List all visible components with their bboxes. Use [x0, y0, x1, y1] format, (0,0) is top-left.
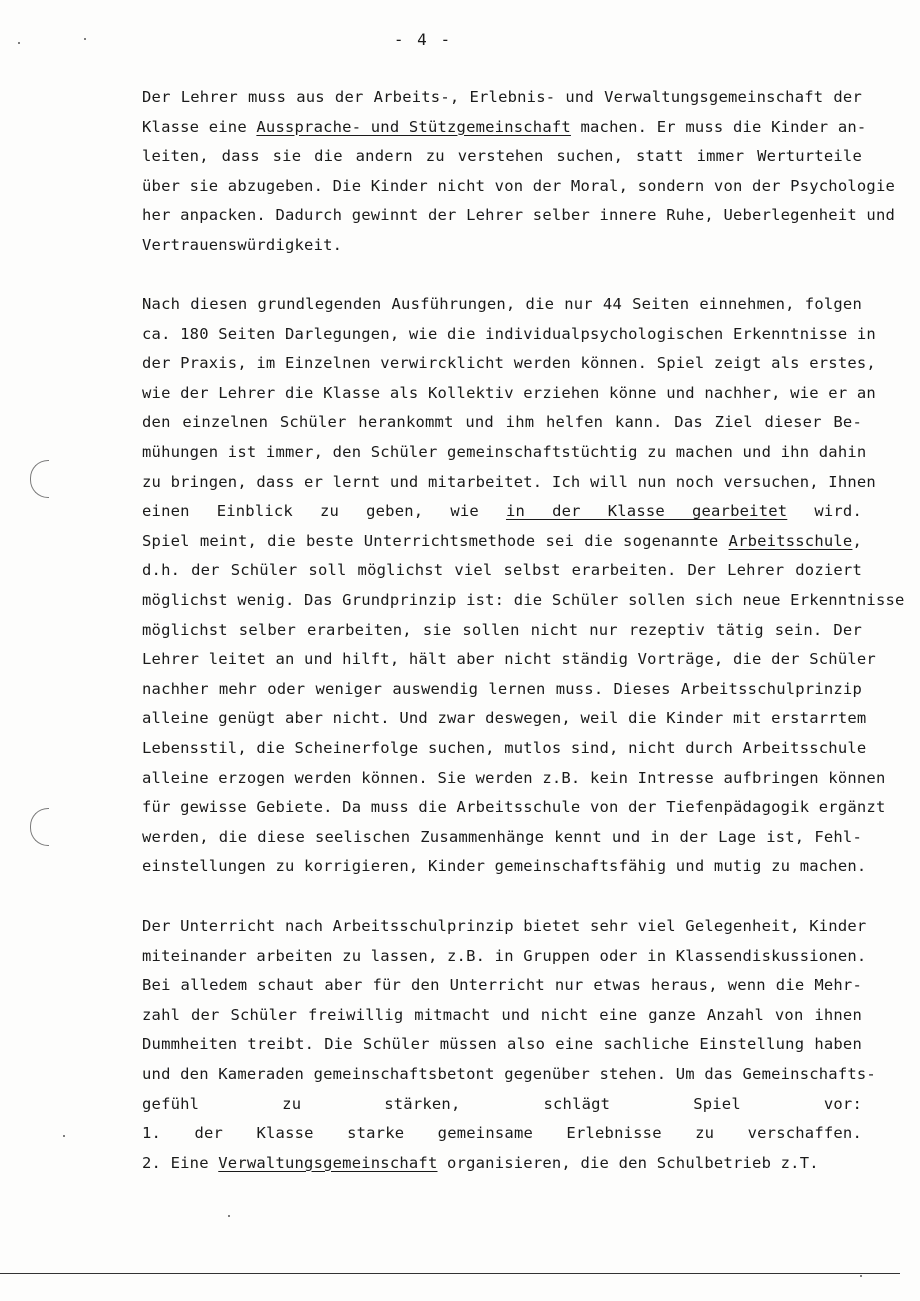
line-text: Der Unterricht nach Arbeitsschulprinzip bietet sehr viel Gelegenheit, Kinder: [142, 917, 867, 935]
line-text: leiten, dass sie die andern zu verstehen suchen, statt immer Werturteile: [142, 147, 862, 166]
text-line: [142, 586, 905, 616]
line-text: über sie abzugeben. Die Kinder nicht von der Moral, sondern von der Psychologie: [142, 176, 896, 195]
paragraph-1: [142, 83, 896, 261]
line-text: 2. Eine: [142, 1153, 219, 1172]
underlined-phrase: Verwaltungsgemeinschaft: [218, 1153, 438, 1172]
text-line: [142, 1090, 862, 1120]
text-line: [142, 823, 862, 853]
bottom-rule: [0, 1273, 900, 1274]
text-line: [142, 1119, 862, 1149]
line-text: miteinander arbeiten zu lassen, z.B. in Gruppen oder in Klassendiskussionen.: [142, 946, 867, 965]
text-line: [142, 1060, 876, 1090]
text-line: [142, 290, 862, 320]
text-line: [142, 971, 862, 1001]
text-line: [142, 320, 876, 350]
text-line: [142, 616, 862, 646]
line-text: Der Lehrer muss aus der Arbeits-, Erlebnis- und Verwaltungsgemeinschaft der: [142, 88, 862, 106]
text-line: [142, 912, 867, 942]
underlined-phrase: in der Klasse gearbeitet: [505, 502, 788, 521]
text-line: [142, 497, 862, 527]
text-line: [142, 645, 876, 675]
line-text: Dummheiten treibt. Die Schüler müssen also eine sachliche Einstellung haben: [142, 1035, 862, 1054]
line-text: Lehrer leitet an und hilft, hält aber nicht ständig Vorträge, die der Schüler: [142, 650, 876, 669]
line-text: möglichst selber erarbeiten, sie sollen nicht nur rezeptiv tätig sein. Der: [142, 620, 862, 639]
speck: [63, 1135, 65, 1137]
line-text: der Praxis, im Einzelnen verwircklicht werden können. Spiel zeigt als erstes,: [142, 354, 876, 373]
text-line: [142, 201, 896, 231]
line-text: Klasse eine: [142, 117, 257, 136]
line-text: Nach diesen grundlegenden Ausführungen, die nur 44 Seiten einnehmen, folgen: [142, 295, 862, 313]
text-line: [142, 349, 876, 379]
punch-hole-mark: [30, 808, 49, 846]
line-text: organisieren, die den Schulbetrieb z.T.: [437, 1153, 819, 1172]
line-text: einstellungen zu korrigieren, Kinder gemeinschaftsfähig und mutig zu machen.: [142, 857, 867, 876]
paragraph-3: [142, 912, 876, 1178]
text-line: [142, 438, 867, 468]
text-line: [142, 83, 862, 113]
speck: [18, 42, 20, 44]
text-line: [142, 1149, 862, 1179]
speck: [860, 1275, 862, 1277]
line-text: her anpacken. Dadurch gewinnt der Lehrer selber innere Ruhe, Ueberlegenheit und: [142, 206, 896, 225]
speck: [84, 38, 86, 40]
line-text: wie der Lehrer die Klasse als Kollektiv erziehen könne und nachher, wie er an: [142, 383, 876, 402]
line-text: einen Einblick zu geben, wie: [142, 502, 506, 521]
line-text: ,: [852, 531, 862, 550]
text-line: [142, 468, 876, 498]
line-text: Lebensstil, die Scheinerfolge suchen, mutlos sind, nicht durch Arbeitsschule: [142, 738, 867, 757]
line-text: Spiel meint, die beste Unterrichtsmethode sei die sogenannte: [142, 531, 729, 550]
line-text: wird.: [787, 502, 862, 521]
text-line: [142, 113, 867, 143]
text-line: [142, 1030, 862, 1060]
text-line: [142, 556, 862, 586]
line-text: alleine erzogen werden können. Sie werden z.B. kein Intresse aufbringen können: [142, 768, 886, 787]
line-text: machen. Er muss die Kinder an-: [570, 117, 867, 136]
text-line: [142, 1001, 862, 1031]
line-text: alleine genügt aber nicht. Und zwar deswegen, weil die Kinder mit erstarrtem: [142, 709, 867, 728]
text-line: [142, 172, 896, 202]
page-number: - 4 -: [393, 30, 453, 49]
underlined-phrase: Aussprache- und Stützgemeinschaft: [256, 117, 571, 136]
line-text: für gewisse Gebiete. Da muss die Arbeitsschule von der Tiefenpädagogik ergänzt: [142, 798, 886, 817]
text-line: [142, 675, 862, 705]
speck: [228, 1215, 230, 1217]
text-line: [142, 379, 876, 409]
paragraph-2: [142, 290, 905, 882]
text-line: [142, 852, 867, 882]
line-text: 1. der Klasse starke gemeinsame Erlebnisse zu verschaffen.: [142, 1124, 862, 1143]
line-text: mühungen ist immer, den Schüler gemeinschaftstüchtig zu machen und ihn dahin: [142, 442, 867, 461]
line-text: und den Kameraden gemeinschaftsbetont gegenüber stehen. Um das Gemeinschafts-: [142, 1064, 876, 1083]
line-text: zahl der Schüler freiwillig mitmacht und nicht eine ganze Anzahl von ihnen: [142, 1005, 862, 1024]
line-text: ca. 180 Seiten Darlegungen, wie die individualpsychologischen Erkenntnisse in: [142, 324, 876, 343]
line-text: gefühl zu stärken, schlägt Spiel vor:: [142, 1094, 862, 1113]
line-text: Vertrauenswürdigkeit.: [142, 235, 343, 254]
line-text: den einzelnen Schüler herankommt und ihm helfen kann. Das Ziel dieser Be-: [142, 413, 862, 432]
line-text: zu bringen, dass er lernt und mitarbeitet. Ich will nun noch versuchen, Ihnen: [142, 472, 876, 491]
text-line: [142, 942, 867, 972]
punch-hole-mark: [30, 460, 49, 498]
text-line: [142, 527, 862, 557]
text-line: [142, 704, 867, 734]
line-text: werden, die diese seelischen Zusammenhänge kennt und in der Lage ist, Fehl-: [142, 827, 862, 846]
text-line: [142, 793, 886, 823]
line-text: nachher mehr oder weniger auswendig lernen muss. Dieses Arbeitsschulprinzip: [142, 679, 862, 698]
underlined-phrase: Arbeitsschule: [728, 531, 853, 550]
line-text: d.h. der Schüler soll möglichst viel selbst erarbeiten. Der Lehrer doziert: [142, 561, 862, 580]
line-text: Bei alledem schaut aber für den Unterricht nur etwas heraus, wenn die Mehr-: [142, 976, 862, 995]
text-line: [142, 142, 862, 172]
text-line: [142, 231, 862, 261]
text-line: [142, 408, 862, 438]
text-line: [142, 764, 886, 794]
text-line: [142, 734, 867, 764]
line-text: möglichst wenig. Das Grundprinzip ist: die Schüler sollen sich neue Erkenntnisse: [142, 590, 905, 609]
